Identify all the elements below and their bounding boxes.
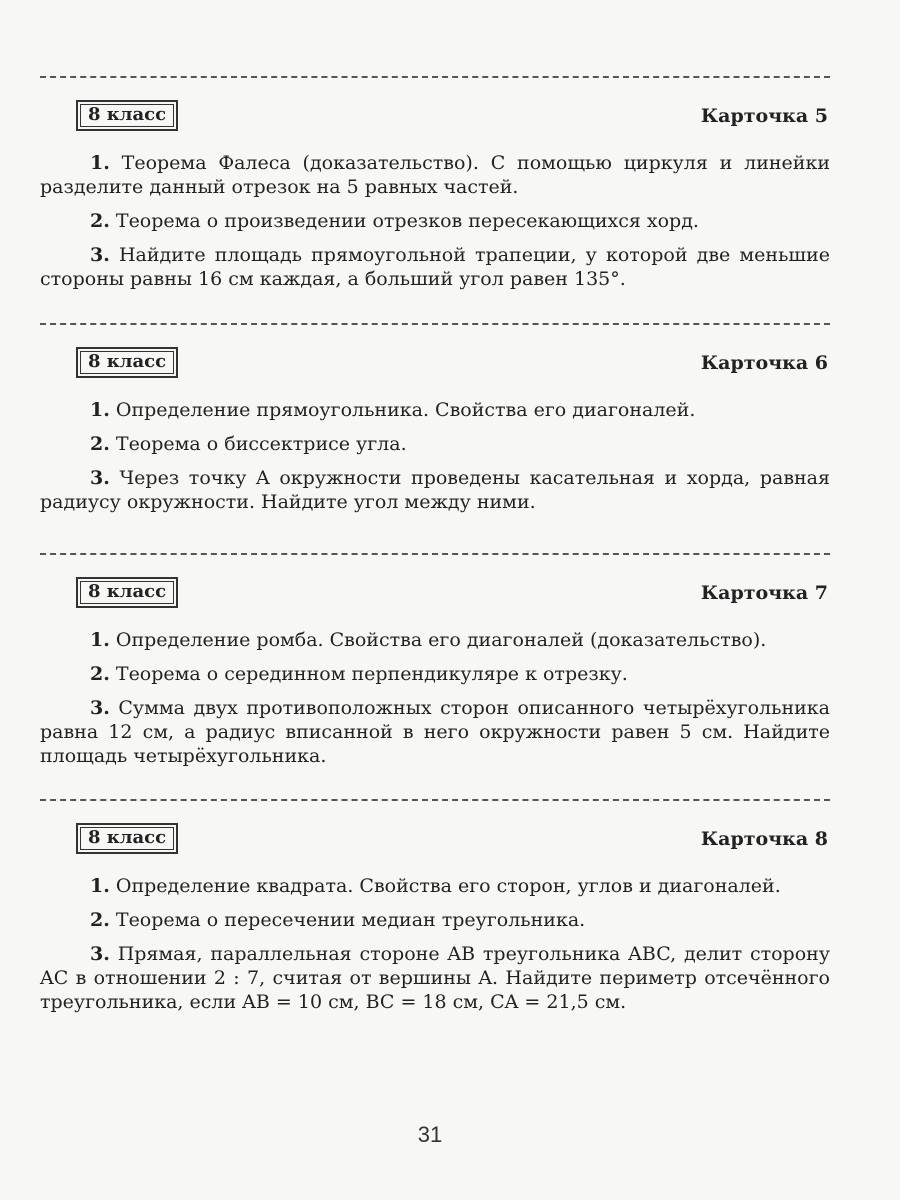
- card-title: Карточка 5: [700, 104, 828, 127]
- task-text: Определение ромба. Свойства его диагоналей (доказательство).: [115, 629, 767, 651]
- cut-line: [40, 553, 830, 555]
- task-3: [40, 942, 830, 1014]
- task-text: Теорема Фалеса (доказательство). С помощью циркуля и линейки разделите данный отрезок на 5 равных частей.: [40, 152, 830, 198]
- task-text: Теорема о биссектрисе угла.: [115, 433, 407, 455]
- cut-line: [40, 323, 830, 325]
- task-number: 3.: [90, 244, 110, 266]
- task-number: 2.: [90, 663, 110, 685]
- task-1: [40, 398, 830, 422]
- card-6: [40, 323, 830, 524]
- card-title: Карточка 6: [700, 351, 828, 374]
- task-text: Определение квадрата. Свойства его сторон, углов и диагоналей.: [115, 875, 781, 897]
- task-number: 3.: [90, 943, 110, 965]
- page-number: 31: [417, 1122, 443, 1147]
- task-number: 1.: [90, 875, 110, 897]
- task-number: 3.: [90, 697, 110, 719]
- task-1: [40, 628, 830, 652]
- task-3: [40, 696, 830, 768]
- card-header: [40, 100, 830, 131]
- task-text: Теорема о серединном перпендикуляре к отрезку.: [115, 663, 628, 685]
- task-text: Сумма двух противоположных сторон описанного четырёхугольника равна 12 см, а радиус вписанной в него окружности равен 5 см. Найдите площадь четырёхугольника.: [40, 697, 830, 767]
- task-number: 3.: [90, 467, 110, 489]
- card-title: Карточка 8: [700, 827, 828, 850]
- task-number: 2.: [90, 433, 110, 455]
- task-number: 1.: [90, 629, 110, 651]
- task-3: [40, 243, 830, 291]
- cut-line: [40, 76, 830, 78]
- task-1: [40, 874, 830, 898]
- task-text: Теорема о пересечении медиан треугольника.: [115, 909, 586, 931]
- grade-label: 8 класс: [76, 577, 178, 608]
- card-5: [40, 76, 830, 301]
- task-number: 1.: [90, 399, 110, 421]
- card-header: [40, 823, 830, 854]
- task-1: [40, 151, 830, 199]
- card-7: [40, 553, 830, 778]
- card-header: [40, 577, 830, 608]
- card-title: Карточка 7: [700, 581, 828, 604]
- grade-label: 8 класс: [76, 347, 178, 378]
- task-text: Через точку A окружности проведены касательная и хорда, равная радиусу окружности. Найдите угол между ними.: [40, 467, 830, 513]
- task-2: [40, 662, 830, 686]
- card-header: [40, 347, 830, 378]
- task-2: [40, 209, 830, 233]
- task-text: Определение прямоугольника. Свойства его диагоналей.: [115, 399, 696, 421]
- task-number: 2.: [90, 909, 110, 931]
- task-text: Найдите площадь прямоугольной трапеции, у которой две меньшие стороны равны 16 см каждая, а больший угол равен 135°.: [40, 244, 831, 290]
- task-2: [40, 432, 830, 456]
- task-number: 1.: [90, 152, 110, 174]
- grade-label: 8 класс: [76, 823, 178, 854]
- cut-line: [40, 799, 830, 801]
- card-8: [40, 799, 830, 1024]
- task-3: [40, 466, 830, 514]
- task-text: Теорема о произведении отрезков пересекающихся хорд.: [115, 210, 699, 232]
- task-number: 2.: [90, 210, 110, 232]
- grade-label: 8 класс: [76, 100, 178, 131]
- task-2: [40, 908, 830, 932]
- task-text: Прямая, параллельная стороне AB треугольника ABC, делит сторону AC в отношении 2 : 7, считая от вершины A. Найдите периметр отсечённого треугольника, если AB = 10 см, BC = 18 см, CA = 21,5 см.: [40, 943, 831, 1013]
